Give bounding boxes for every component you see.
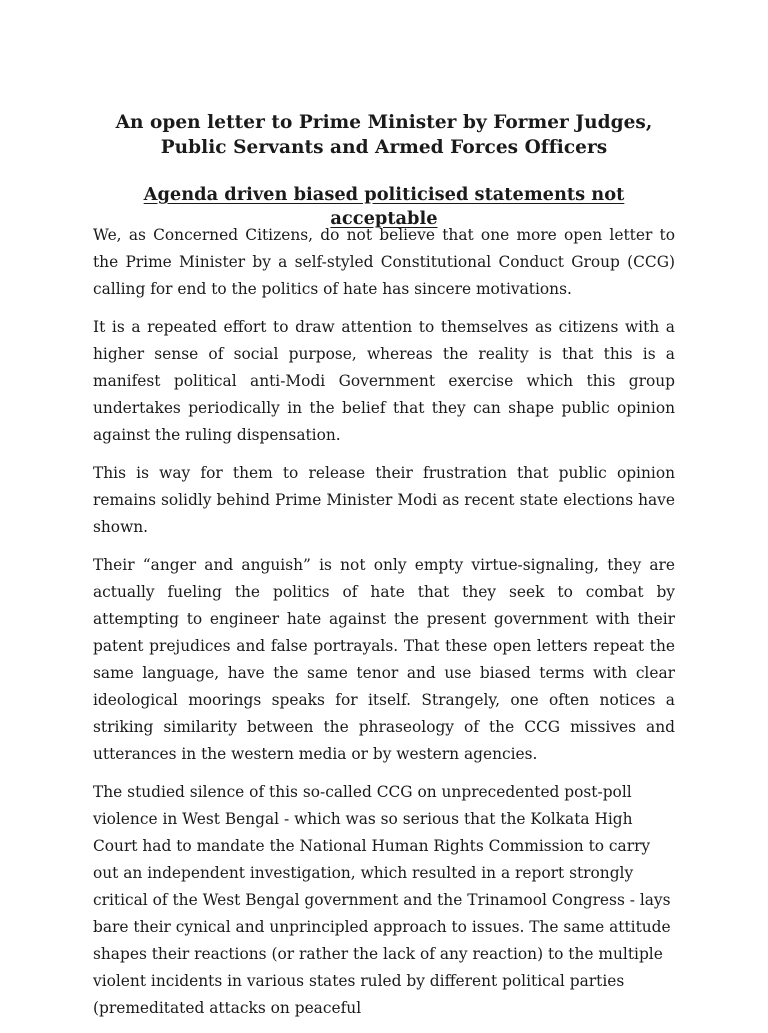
document-body (93, 222, 675, 1033)
document-title: An open letter to Prime Minister by Former Judges, Public Servants and Armed Forces Officers (115, 112, 653, 158)
document-subtitle: Agenda driven biased politicised statements not acceptable (143, 184, 625, 229)
paragraph: This is way for them to release their frustration that public opinion remains solidly behind Prime Minister Modi as recent state elections have shown. (93, 464, 675, 536)
paragraph: We, as Concerned Citizens, do not believe that one more open letter to the Prime Minister by a self-styled Constitutional Conduct Group (CCG) calling for end to the politics of hate has sincere motivations. (93, 226, 675, 298)
paragraph: The studied silence of this so-called CCG on unprecedented post-poll violence in West Bengal - which was so serious that the Kolkata High Court had to mandate the National Human Rights Commission to carry out an independent investigation, which resulted in a report strongly critical of the West Bengal government and the Trinamool Congress - lays bare their cynical and unprincipled approach to issues. The same attitude shapes their reactions (or rather the lack of any reaction) to the multiple violent incidents in various states ruled by different political parties (premeditated attacks on peaceful (93, 783, 671, 1017)
paragraph: It is a repeated effort to draw attention to themselves as citizens with a higher sense of social purpose, whereas the reality is that this is a manifest political anti-Modi Government exercise which this group undertakes periodically in the belief that they can shape public opinion against the ruling dispensation. (93, 318, 675, 444)
paragraph: Their “anger and anguish” is not only empty virtue-signaling, they are actually fueling the politics of hate that they seek to combat by attempting to engineer hate against the present government with their patent prejudices and false portrayals. That these open letters repeat the same language, have the same tenor and use biased terms with clear ideological moorings speaks for itself. Strangely, one often notices a striking similarity between the phraseology of the CCG missives and utterances in the western media or by western agencies. (93, 556, 675, 763)
